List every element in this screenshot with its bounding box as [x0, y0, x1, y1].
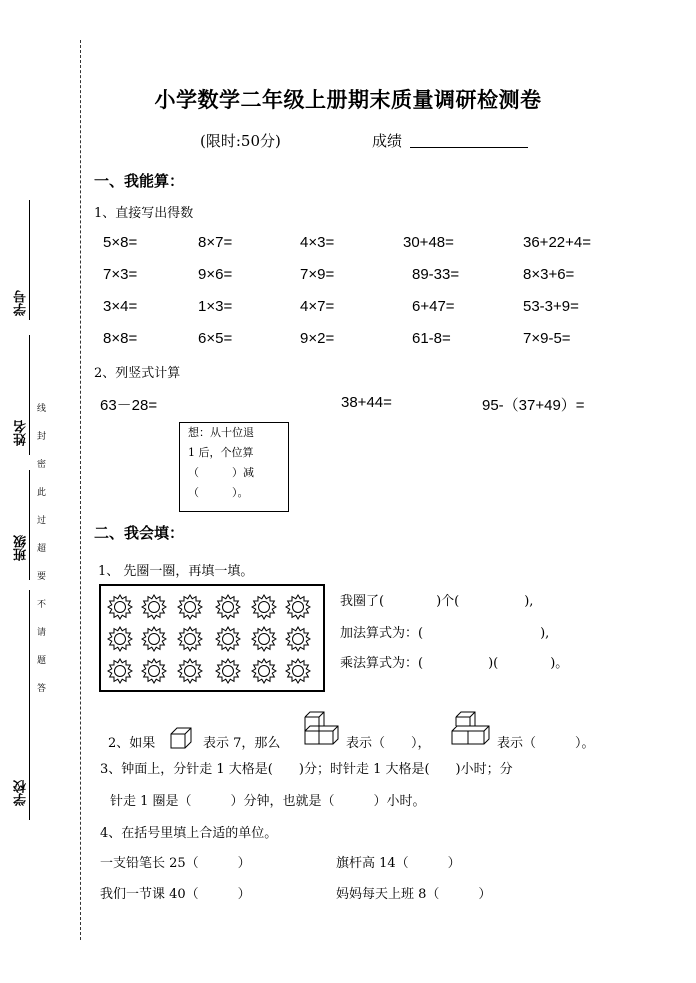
calc-item: 3×4= — [103, 298, 138, 315]
sun-icon — [107, 594, 133, 620]
calc-item: 6×5= — [198, 330, 233, 347]
margin-note-char: 题 — [37, 656, 47, 666]
margin-note-char: 封 — [37, 432, 47, 442]
s2-q3-line1: 3、钟面上，分针走 1 大格是( )分；时针走 1 大格是( )小时；分 — [100, 762, 513, 777]
sun-icon — [107, 658, 133, 684]
school-line — [29, 590, 30, 820]
s2-q2-text: 表示 7，那么 — [203, 736, 281, 751]
hint-line: （ ）。 — [188, 486, 249, 499]
name-label: 姓名 — [14, 420, 29, 446]
sun-icon — [285, 658, 311, 684]
sun-icon — [141, 594, 167, 620]
page-title: 小学数学二年级上册期末质量调研检测卷 — [154, 87, 542, 112]
sun-icon — [215, 626, 241, 652]
s2-q2-text: 2、如果 — [108, 736, 156, 751]
margin-note-char: 要 — [37, 572, 47, 582]
score-label: 成绩 — [372, 132, 403, 150]
student-id-label: 学号 — [14, 290, 29, 316]
calc-item: 8×3+6= — [523, 266, 575, 283]
calc-item: 8×8= — [103, 330, 138, 347]
sun-icon — [141, 658, 167, 684]
calc-item: 7×9-5= — [523, 330, 571, 347]
margin-note-char: 密 — [37, 460, 47, 470]
calc-item: 8×7= — [198, 234, 233, 251]
sun-icon — [251, 658, 277, 684]
time-limit: (限时:50分) — [200, 132, 281, 150]
vertical-calc-item: 38+44= — [341, 394, 392, 411]
sun-icon — [177, 594, 203, 620]
margin-note-char: 此 — [37, 488, 47, 498]
calc-item: 5×8= — [103, 234, 138, 251]
margin-note-char: 超 — [37, 544, 47, 554]
calc-item: 7×3= — [103, 266, 138, 283]
score-blank[interactable] — [410, 147, 528, 148]
calc-item: 7×9= — [300, 266, 335, 283]
class-label: 班级 — [14, 535, 29, 561]
calc-item: 6+47= — [412, 298, 455, 315]
margin-note-char: 过 — [37, 516, 47, 526]
calc-item: 9×6= — [198, 266, 233, 283]
q2-title: 2、列竖式计算 — [94, 366, 181, 381]
vertical-calc-item: 95-（37+49）= — [482, 397, 585, 414]
class-line — [29, 470, 30, 580]
sun-icon — [107, 626, 133, 652]
q1-title: 1、直接写出得数 — [94, 206, 194, 221]
unit-fill-item: 一支铅笔长 25（ ） — [100, 856, 251, 871]
calc-item: 61-8= — [412, 330, 451, 347]
binding-dashed-line — [80, 40, 81, 940]
student-id-line — [29, 200, 30, 320]
sun-icon — [215, 594, 241, 620]
unit-fill-item: 旗杆高 14（ ） — [336, 856, 461, 871]
four-cube-stack-icon — [450, 708, 490, 746]
calc-item: 4×3= — [300, 234, 335, 251]
section2-title: 二、我会填： — [94, 524, 185, 542]
calc-item: 36+22+4= — [523, 234, 591, 251]
sun-picture-box — [99, 584, 325, 692]
section1-title: 一、我能算： — [94, 172, 185, 190]
calc-item: 4×7= — [300, 298, 335, 315]
school-label: 学校 — [14, 780, 29, 806]
s2-q3-line2: 针走 1 圈是（ ）分钟，也就是（ ）小时。 — [110, 794, 426, 809]
margin-note-char: 答 — [37, 684, 47, 694]
sun-icon — [177, 626, 203, 652]
unit-fill-item: 我们一节课 40（ ） — [100, 887, 251, 902]
sun-icon — [251, 594, 277, 620]
sun-icon — [215, 658, 241, 684]
calc-item: 30+48= — [403, 234, 454, 251]
sun-icon — [177, 658, 203, 684]
s2-q2-text: 表示（ ）， — [346, 736, 431, 751]
margin-note-char: 请 — [37, 628, 47, 638]
s2-q1-title: 1、 先圈一圈，再填一填。 — [98, 564, 254, 579]
name-line — [29, 335, 30, 455]
fill-line-addition: 加法算式为：( ), — [340, 626, 550, 641]
sun-icon — [285, 594, 311, 620]
fill-line-circle: 我圈了( )个( ), — [340, 594, 534, 609]
hint-box — [179, 422, 289, 512]
margin-note-char: 不 — [37, 600, 47, 610]
margin-note-char: 线 — [37, 404, 47, 414]
s2-q4-title: 4、在括号里填上合适的单位。 — [100, 826, 278, 841]
calc-item: 1×3= — [198, 298, 233, 315]
three-cube-stack-icon — [303, 708, 339, 746]
calc-item: 9×2= — [300, 330, 335, 347]
sun-icon — [141, 626, 167, 652]
calc-item: 53-3+9= — [523, 298, 579, 315]
hint-line: 想：从十位退 — [188, 426, 254, 439]
s2-q2-text: 表示（ ）。 — [497, 736, 595, 751]
sun-icon — [285, 626, 311, 652]
hint-line: 1 后，个位算 — [188, 446, 254, 459]
vertical-calc-item: 63－28= — [100, 397, 158, 414]
hint-line: （ ）减 — [188, 466, 254, 479]
fill-line-multiplication: 乘法算式为：( )( )。 — [340, 656, 569, 671]
calc-item: 89-33= — [412, 266, 460, 283]
single-cube-icon — [169, 726, 193, 750]
sun-icon — [251, 626, 277, 652]
unit-fill-item: 妈妈每天上班 8（ ） — [336, 887, 492, 902]
